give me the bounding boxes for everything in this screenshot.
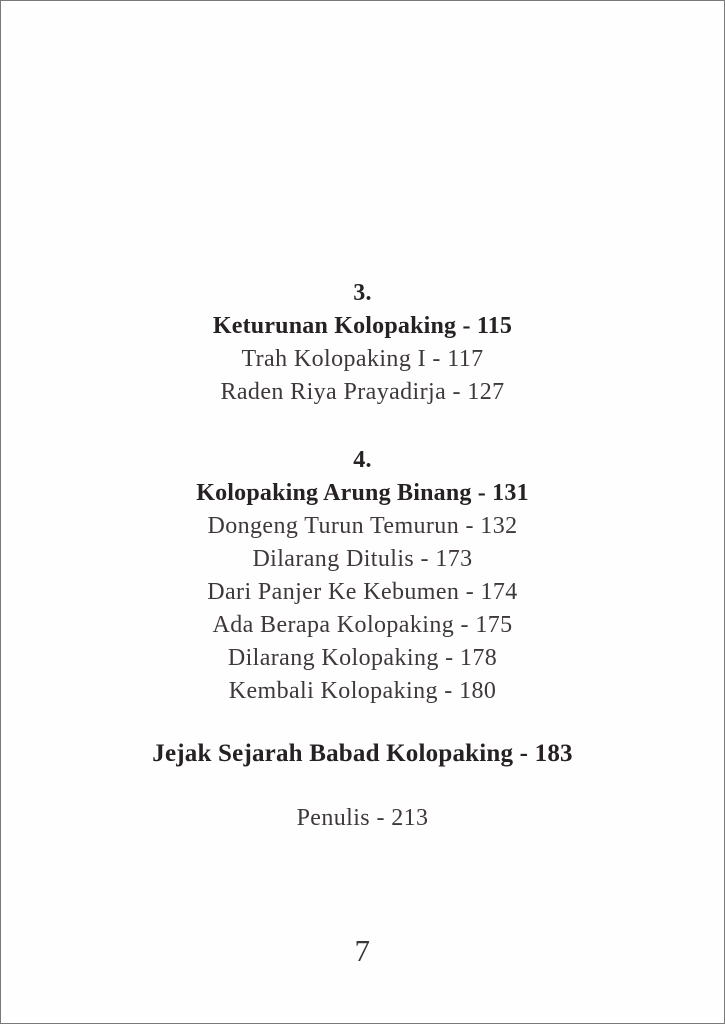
toc-entry: Dilarang Ditulis - 173 <box>252 546 473 572</box>
section-title: Keturunan Kolopaking - 115 <box>212 313 513 339</box>
table-of-contents <box>1 1 724 835</box>
page-number: 7 <box>354 933 371 968</box>
toc-entry: Kembali Kolopaking - 180 <box>228 678 497 704</box>
toc-entry: Ada Berapa Kolopaking - 175 <box>212 612 513 638</box>
closing-heading: Jejak Sejarah Babad Kolopaking - 183 <box>152 740 573 767</box>
author-entry: Penulis - 213 <box>296 805 429 831</box>
section-number: 4. <box>353 447 372 473</box>
toc-section-4 <box>1 444 724 708</box>
toc-entry: Dari Panjer Ke Kebumen - 174 <box>207 579 518 605</box>
section-number: 3. <box>353 280 372 306</box>
toc-section-3 <box>1 277 724 409</box>
toc-entry: Dilarang Kolopaking - 178 <box>227 645 498 671</box>
toc-entry: Raden Riya Prayadirja - 127 <box>220 379 505 405</box>
toc-entry: Dongeng Turun Temurun - 132 <box>207 513 518 539</box>
section-title: Kolopaking Arung Binang - 131 <box>196 480 529 506</box>
toc-entry: Trah Kolopaking I - 117 <box>241 346 484 372</box>
